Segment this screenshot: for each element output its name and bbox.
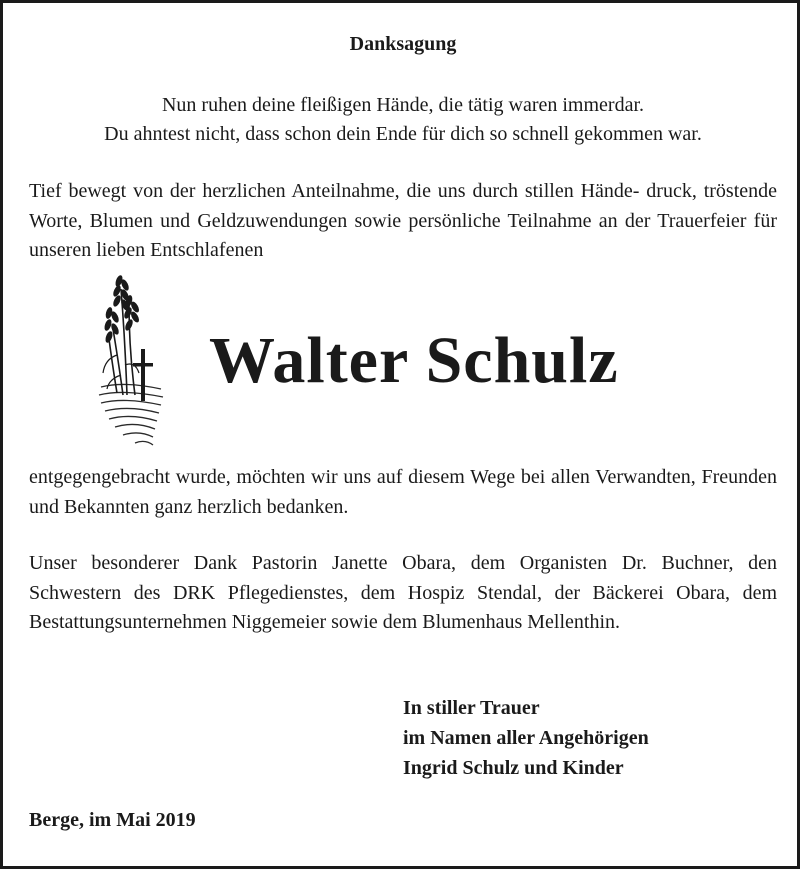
place-date: Berge, im Mai 2019	[29, 809, 196, 831]
paragraph-line: Obara, dem Bestattungsunternehmen Niggemeier sowie dem Blumenhaus	[29, 581, 778, 633]
thanks-paragraph	[29, 463, 777, 522]
paragraph-line: Mellenthin.	[527, 611, 620, 633]
special-thanks-paragraph	[29, 549, 777, 638]
wheat-cross-icon	[95, 269, 167, 453]
poem-line: Nun ruhen deine fleißigen Hände, die tätig waren immerdar.	[161, 94, 645, 116]
intro-paragraph	[29, 177, 777, 266]
signature-line: Ingrid Schulz und Kinder	[403, 757, 624, 779]
signature-block	[403, 693, 649, 783]
paragraph-line: den Schwestern des DRK Pflegedienstes, dem Hospiz Stendal, der Bäckerei	[29, 552, 777, 604]
signature-line: In stiller Trauer	[403, 697, 540, 719]
notice-title: Danksagung	[349, 33, 457, 55]
poem-line: Du ahntest nicht, dass schon dein Ende für dich so schnell gekommen war.	[104, 123, 702, 145]
deceased-name: Walter Schulz	[209, 324, 619, 397]
poem	[3, 91, 800, 149]
paragraph-line: Unser besonderer Dank Pastorin Janette Obara, dem Organisten Dr. Buchner,	[29, 552, 734, 574]
paragraph-line: entgegengebracht wurde, möchten wir uns auf diesem Wege bei allen	[29, 466, 590, 488]
paragraph-line: Tief bewegt von der herzlichen Anteilnahme, die uns durch stillen Hände-	[29, 180, 640, 202]
signature-line: im Namen aller Angehörigen	[403, 727, 649, 749]
paragraph-line: druck, tröstende Worte, Blumen und Geldzuwendungen sowie persönliche	[29, 180, 777, 232]
paragraph-line: Verwandten, Freunden und Bekannten ganz herzlich bedanken.	[29, 466, 777, 518]
paragraph-line: Teilnahme an der Trauerfeier für unseren lieben Entschlafenen	[29, 209, 778, 261]
